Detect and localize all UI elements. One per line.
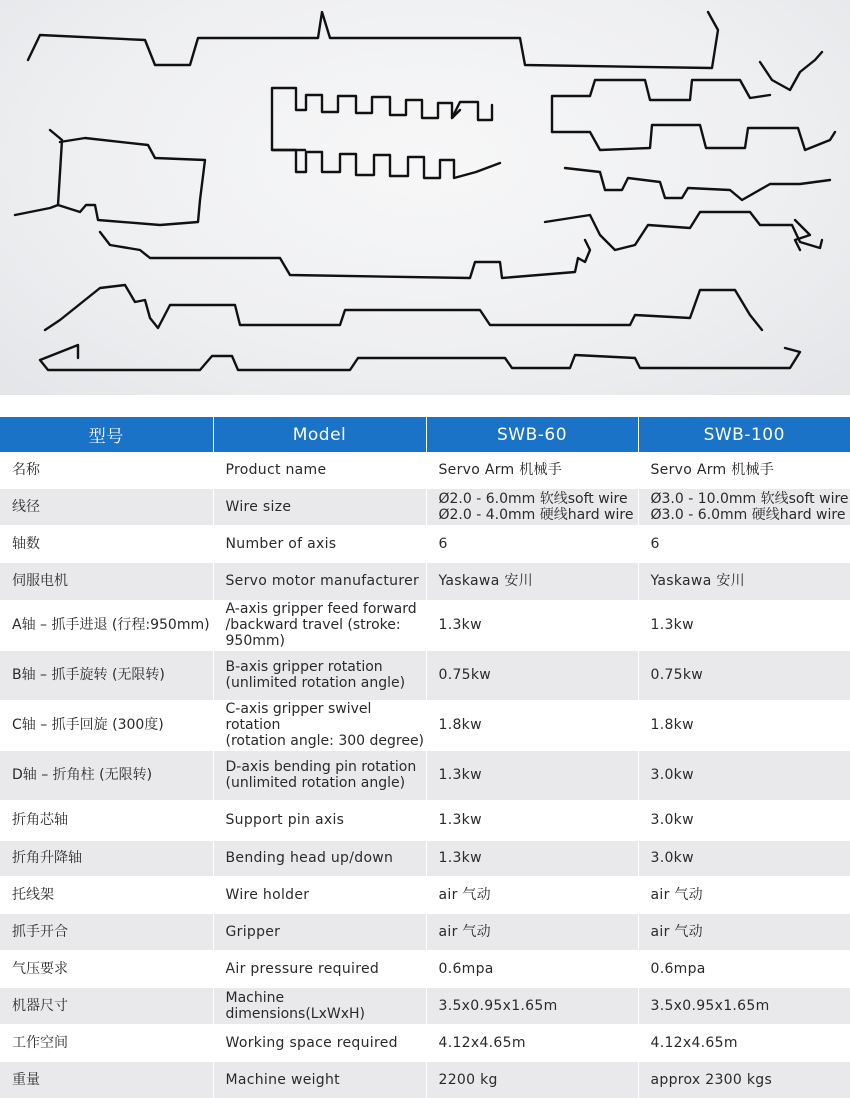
row-label-cn: 气压要求 [0,950,213,987]
value-swb100: Yaskawa 安川 [638,562,850,600]
row-label-cn: A轴 – 抓手进退 (行程:950mm) [0,600,213,650]
row-label-cn: D轴 – 折角柱 (无限转) [0,750,213,800]
value-swb100: 1.8kw [638,700,850,750]
row-label-en: Machine dimensions(LxWxH) [213,987,426,1024]
label-line: A-axis gripper feed forward [225,601,417,617]
row-label-en [213,700,426,750]
table-row [0,600,850,650]
header-model-en: Model [213,417,426,452]
value-swb100: Servo Arm 机械手 [638,452,850,488]
value-swb100: air 气动 [638,876,850,913]
row-label-en: Gripper [213,913,426,950]
value-swb60: 1.3kw [426,840,638,876]
label-line: D-axis bending pin rotation [225,759,417,775]
table-row [0,650,850,700]
value-line: Ø2.0 - 4.0mm 硬线hard wire [438,506,634,523]
value-swb60: 0.6mpa [426,950,638,987]
label-line: B-axis gripper rotation [225,659,383,675]
row-label-en: Wire size [213,488,426,525]
label-line: (unlimited rotation angle) [225,675,406,691]
row-label-cn: C轴 – 抓手回旋 (300度) [0,700,213,750]
row-label-cn: 伺服电机 [0,562,213,600]
row-label-cn: 折角升降轴 [0,840,213,876]
bent-wire-samples-illustration [0,0,850,395]
table-row [0,562,850,600]
value-swb60: air 气动 [426,913,638,950]
value-line: Ø3.0 - 10.0mm 软线soft wire [650,490,849,507]
value-swb100: 3.0kw [638,800,850,840]
row-label-cn: 名称 [0,452,213,488]
row-label-en [213,750,426,800]
value-swb60: 1.3kw [426,750,638,800]
value-swb100: approx 2300 kgs [638,1061,850,1098]
label-line: /backward travel (stroke: 950mm) [225,617,401,649]
value-swb100: 0.6mpa [638,950,850,987]
spacer [0,395,850,417]
header-swb60: SWB-60 [426,417,638,452]
table-row [0,800,850,840]
table-header-row [0,417,850,452]
value-swb60: air 气动 [426,876,638,913]
value-swb100: 6 [638,525,850,562]
row-label-en [213,650,426,700]
value-swb100: 3.0kw [638,840,850,876]
value-swb60 [426,488,638,525]
row-label-en: Product name [213,452,426,488]
row-label-cn: 抓手开合 [0,913,213,950]
row-label-cn: 线径 [0,488,213,525]
value-swb60: Yaskawa 安川 [426,562,638,600]
row-label-cn: 机器尺寸 [0,987,213,1024]
row-label-en: Air pressure required [213,950,426,987]
value-swb60: 2200 kg [426,1061,638,1098]
row-label-cn: 折角芯轴 [0,800,213,840]
value-swb100: 1.3kw [638,600,850,650]
product-photo-bent-wires [0,0,850,395]
row-label-en: Working space required [213,1024,426,1061]
label-line: (unlimited rotation angle) [225,775,406,791]
header-swb100: SWB-100 [638,417,850,452]
value-swb60: 1.3kw [426,800,638,840]
table-row [0,950,850,987]
row-label-cn: B轴 – 抓手旋转 (无限转) [0,650,213,700]
row-label-cn: 重量 [0,1061,213,1098]
table-row [0,840,850,876]
row-label-en: Servo motor manufacturer [213,562,426,600]
row-label-en: Support pin axis [213,800,426,840]
row-label-cn: 工作空间 [0,1024,213,1061]
row-label-en: Wire holder [213,876,426,913]
value-swb60: 4.12x4.65m [426,1024,638,1061]
table-row [0,876,850,913]
spec-table [0,417,850,1099]
label-line: (rotation angle: 300 degree) [225,733,425,749]
row-label-en: Machine weight [213,1061,426,1098]
table-row [0,987,850,1024]
table-row [0,913,850,950]
value-swb60: 1.8kw [426,700,638,750]
value-line: Ø3.0 - 6.0mm 硬线hard wire [650,506,846,523]
table-row [0,750,850,800]
value-swb60: 3.5x0.95x1.65m [426,987,638,1024]
header-model-cn: 型号 [0,417,213,452]
row-label-en [213,600,426,650]
value-swb60: Servo Arm 机械手 [426,452,638,488]
row-label-cn: 轴数 [0,525,213,562]
value-swb100: 4.12x4.65m [638,1024,850,1061]
value-swb100 [638,488,850,525]
value-swb100: 0.75kw [638,650,850,700]
value-swb100: 3.0kw [638,750,850,800]
value-swb60: 1.3kw [426,600,638,650]
table-row [0,700,850,750]
value-line: Ø2.0 - 6.0mm 软线soft wire [438,490,628,507]
label-line: C-axis gripper swivel rotation [225,701,372,733]
table-row [0,488,850,525]
row-label-cn: 托线架 [0,876,213,913]
table-row [0,1024,850,1061]
value-swb100: 3.5x0.95x1.65m [638,987,850,1024]
value-swb100: air 气动 [638,913,850,950]
table-row [0,1061,850,1098]
row-label-en: Number of axis [213,525,426,562]
table-row [0,452,850,488]
value-swb60: 6 [426,525,638,562]
value-swb60: 0.75kw [426,650,638,700]
table-row [0,525,850,562]
row-label-en: Bending head up/down [213,840,426,876]
